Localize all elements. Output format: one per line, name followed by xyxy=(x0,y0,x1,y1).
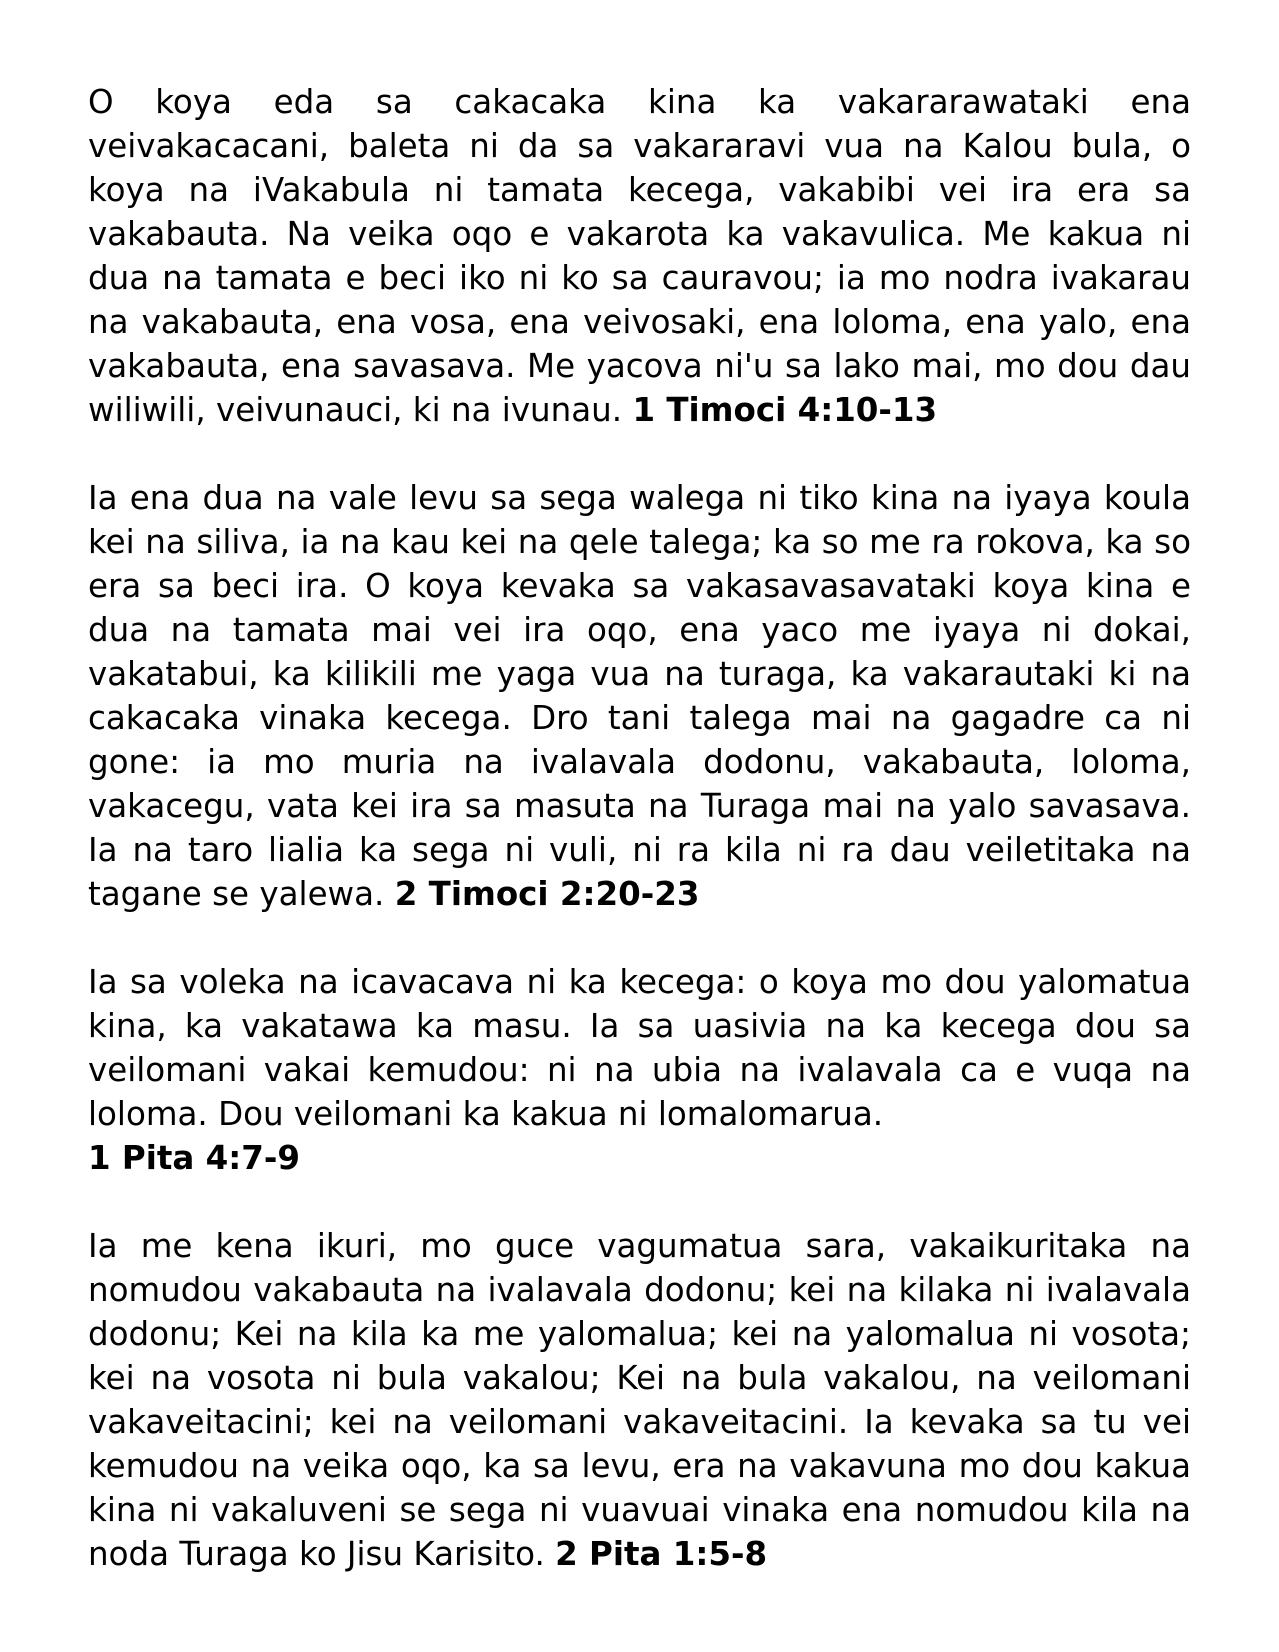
scripture-reference: 1 Pita 4:7-9 xyxy=(88,1139,300,1177)
passage-2-pita-1 xyxy=(88,1224,1191,1576)
scripture-reference: 2 Timoci 2:20-23 xyxy=(394,875,700,913)
passage-text: Ia ena dua na vale levu sa sega walega ni tiko kina na iyaya koula kei na siliva, ia na kau kei na qele talega; ka so me ra rokova, ka so era sa beci ira. O koya kevaka sa vakasavasavataki koya kina e dua na tamata mai vei ira oqo, ena yaco me iyaya ni dokai, vakatabui, ka kilikili me yaga vua na turaga, ka vakarautaki ki na cakacaka vinaka kecega. Dro tani talega mai na gagadre ca ni gone: ia mo muria na ivalavala dodonu, vakabauta, loloma, vakacegu, vata kei ira sa masuta na Turaga mai na yalo savasava. Ia na taro lialia ka sega ni vuli, ni ra kila ni ra dau veiletitaka na tagane se yalewa. xyxy=(88,479,1191,913)
passage-1-pita-4 xyxy=(88,960,1191,1180)
passage-2-timoci-2 xyxy=(88,476,1191,916)
passage-text: O koya eda sa cakacaka kina ka vakararawataki ena veivakacacani, baleta ni da sa vakararavi vua na Kalou bula, o koya na iVakabula ni tamata kecega, vakabibi vei ira era sa vakabauta. Na veika oqo e vakarota ka vakavulica. Me kakua ni dua na tamata e beci iko ni ko sa cauravou; ia mo nodra ivakarau na vakabauta, ena vosa, ena veivosaki, ena loloma, ena yalo, ena vakabauta, ena savasava. Me yacova ni'u sa lako mai, mo dou dau wiliwili, veivunauci, ki na ivunau. xyxy=(88,83,1191,429)
passage-text: Ia sa voleka na icavacava ni ka kecega: o koya mo dou yalomatua kina, ka vakatawa ka masu. Ia sa uasivia na ka kecega dou sa veilomani vakai kemudou: ni na ubia na ivalavala ca e vuqa na loloma. Dou veilomani ka kakua ni lomalomarua. xyxy=(88,963,1191,1133)
passage-text: Ia me kena ikuri, mo guce vagumatua sara, vakaikuritaka na nomudou vakabauta na ivalavala dodonu; kei na kilaka ni ivalavala dodonu; Kei na kila ka me yalomalua; kei na yalomalua ni vosota; kei na vosota ni bula vakalou; Kei na bula vakalou, na veilomani vakaveitacini; kei na veilomani vakaveitacini. Ia kevaka sa tu vei kemudou na veika oqo, ka sa levu, era na vakavuna mo dou kakua kina ni vakaluveni se sega ni vuavuai vinaka ena nomudou kila na noda Turaga ko Jisu Karisito. xyxy=(88,1227,1191,1573)
document-page xyxy=(88,80,1191,1620)
passage-1-timoci-4 xyxy=(88,80,1191,432)
scripture-reference: 2 Pita 1:5-8 xyxy=(555,1535,768,1573)
scripture-reference: 1 Timoci 4:10-13 xyxy=(632,391,938,429)
